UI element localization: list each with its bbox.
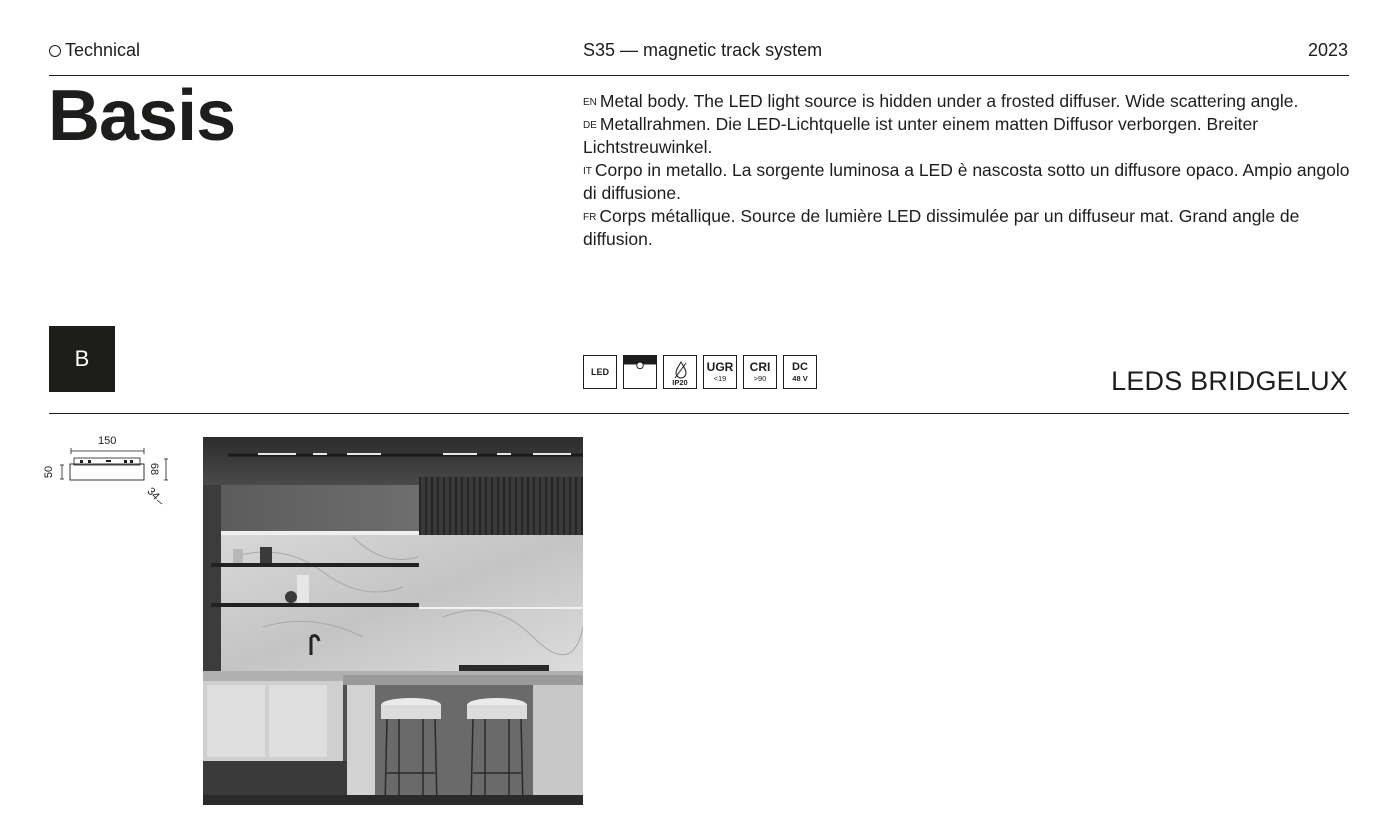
dim-width: 150 [98, 435, 117, 447]
spec-icons [583, 355, 817, 389]
product-name: Basis [48, 76, 236, 156]
system-title: S35 — magnetic track system [583, 40, 823, 60]
drop-icon [671, 360, 691, 380]
top-divider [49, 75, 1349, 76]
surface-mount-icon [623, 355, 657, 389]
led-icon: LED [583, 355, 617, 389]
dim-height-left: 50 [43, 465, 56, 479]
kitchen-photo [203, 437, 583, 805]
cri-icon: CRI >90 [743, 355, 777, 389]
description-fr: $^{FR}$ Corps métallique. Source de lumière LED dissimulée par un diffuseur mat. Grand angle de diffusion. [583, 206, 1300, 249]
dim-height-right: 68 [148, 462, 161, 476]
section-label [49, 40, 140, 61]
brand-line: LEDS BRIDGELUX [1111, 366, 1348, 396]
variant-badge: B [49, 326, 115, 392]
description-block [583, 90, 1353, 251]
ip-rating-icon: IP20 [663, 355, 697, 389]
description-it: $^{IT}$ Corpo in metallo. La sorgente luminosa a LED è nascosta sotto un diffusore opaco. Ampio angolo di diffusione. [583, 160, 1350, 203]
circle-icon [49, 45, 61, 57]
dimension-drawing [44, 432, 184, 512]
description-de: $^{DE}$ Metallrahmen. Die LED-Lichtquelle ist unter einem matten Diffusor verborgen. Breiter Lichtstreuwinkel. [583, 114, 1259, 157]
section-text: Technical [65, 40, 141, 60]
middle-divider [49, 413, 1349, 414]
dim-depth: 34 [144, 485, 162, 503]
dc-voltage-icon: DC 48 V [783, 355, 817, 389]
year: 2023 [1307, 40, 1348, 60]
ugr-icon: UGR <19 [703, 355, 737, 389]
description-en: $^{EN}$ Metal body. The LED light source is hidden under a frosted diffuser. Wide scattering angle. [583, 91, 1299, 111]
